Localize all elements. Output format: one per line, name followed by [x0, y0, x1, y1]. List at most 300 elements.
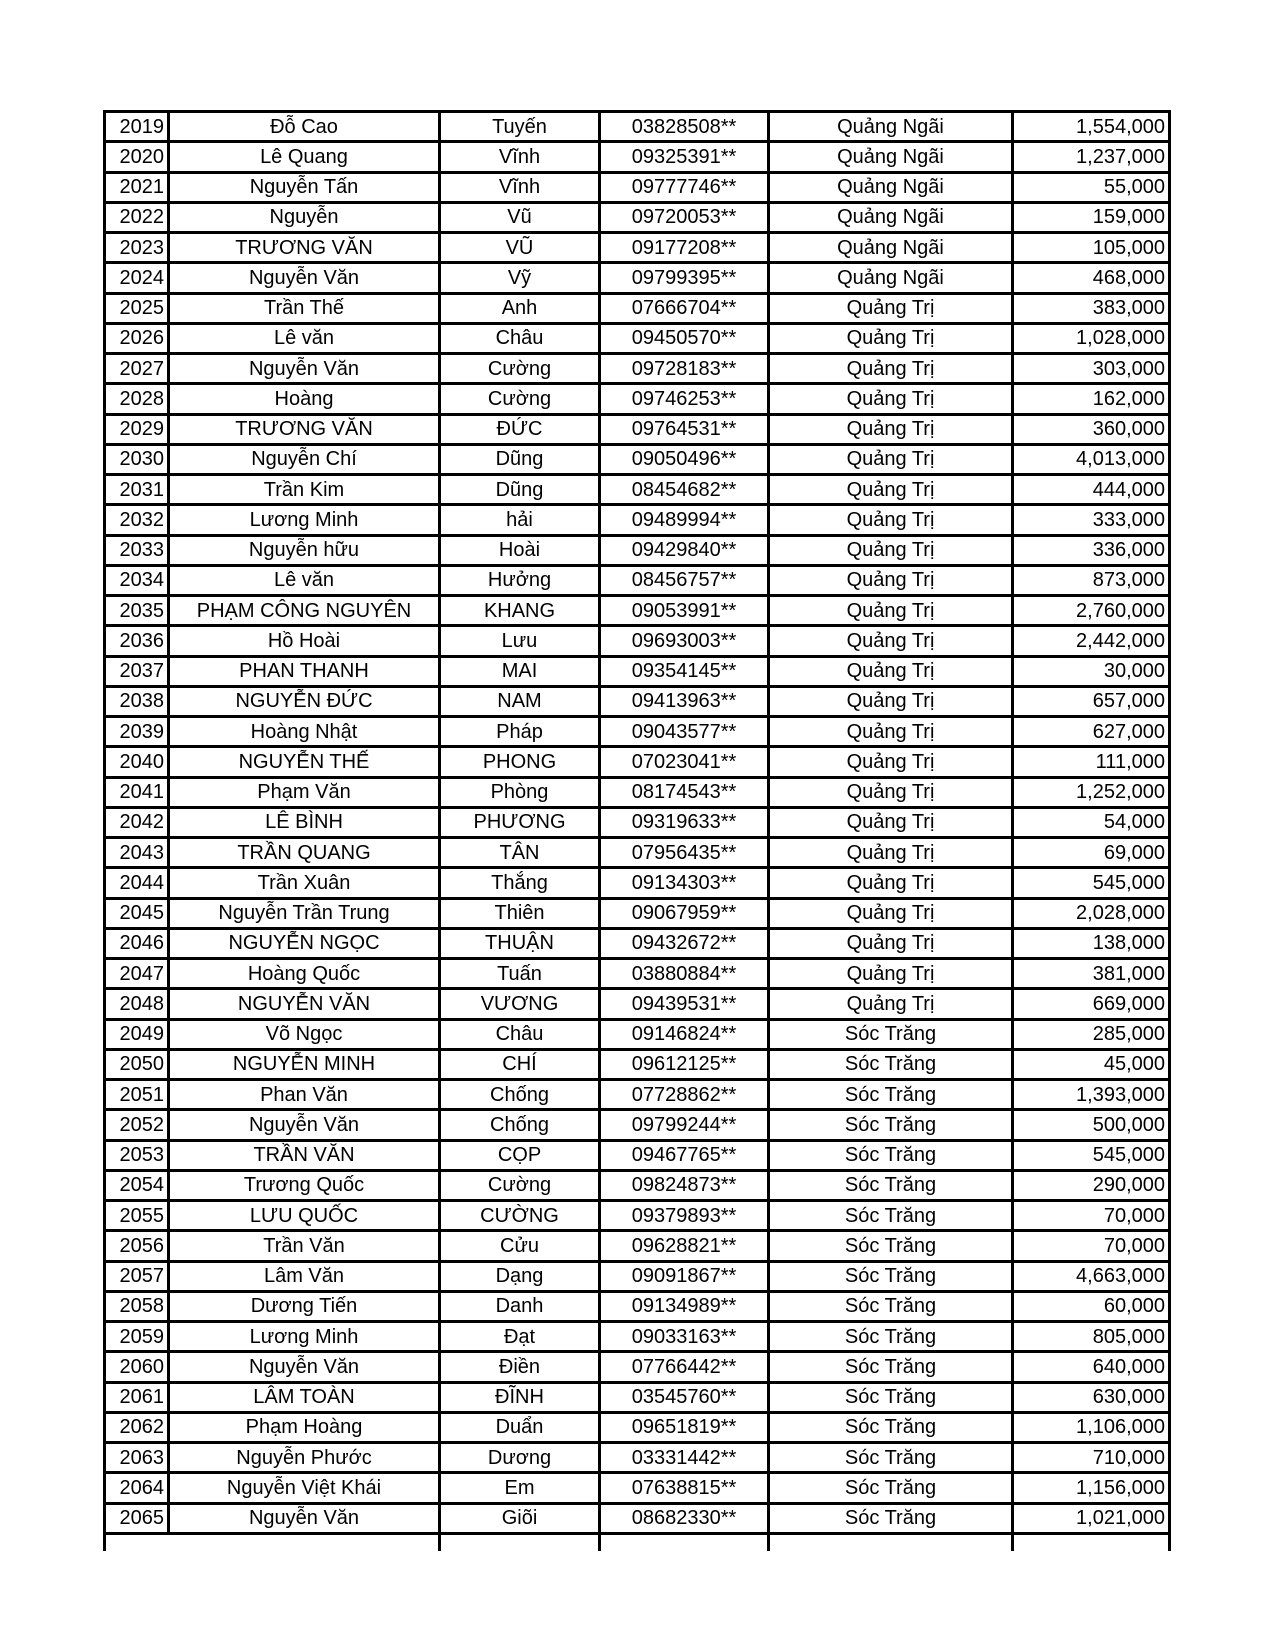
- amount-cell: 468,000: [1013, 263, 1170, 293]
- first-middle-name-cell: Nguyễn Văn: [169, 1352, 440, 1382]
- first-middle-name-cell: Phạm Văn: [169, 777, 440, 807]
- first-middle-name-cell: Nguyễn Văn: [169, 1503, 440, 1534]
- amount-cell: 1,021,000: [1013, 1503, 1170, 1534]
- table-row: [105, 717, 1170, 747]
- province-cell: Sóc Trăng: [769, 1140, 1013, 1170]
- amount-cell: 4,663,000: [1013, 1261, 1170, 1291]
- province-cell: Sóc Trăng: [769, 1473, 1013, 1503]
- table-row: [105, 1110, 1170, 1140]
- row-number-cell: 2045: [105, 898, 169, 928]
- amount-cell: 285,000: [1013, 1019, 1170, 1049]
- province-cell: Quảng Trị: [769, 928, 1013, 958]
- row-number-cell: 2057: [105, 1261, 169, 1291]
- province-cell: Quảng Trị: [769, 989, 1013, 1019]
- province-cell: Quảng Trị: [769, 323, 1013, 353]
- table-row: [105, 384, 1170, 414]
- amount-cell: 545,000: [1013, 1140, 1170, 1170]
- amount-cell: 627,000: [1013, 717, 1170, 747]
- row-number-cell: 2056: [105, 1231, 169, 1261]
- first-middle-name-cell: Lê văn: [169, 565, 440, 595]
- amount-cell: 383,000: [1013, 293, 1170, 323]
- amount-cell: 873,000: [1013, 565, 1170, 595]
- first-middle-name-cell: Nguyễn Văn: [169, 1110, 440, 1140]
- masked-phone-cell: 09134989**: [600, 1291, 769, 1321]
- beneficiary-table: [103, 110, 1171, 1535]
- province-cell: Sóc Trăng: [769, 1049, 1013, 1079]
- first-middle-name-cell: NGUYỄN VĂN: [169, 989, 440, 1019]
- table-row: [105, 323, 1170, 353]
- masked-phone-cell: 09824873**: [600, 1170, 769, 1200]
- row-number-cell: 2055: [105, 1201, 169, 1231]
- province-cell: Quảng Trị: [769, 686, 1013, 716]
- province-cell: Quảng Trị: [769, 475, 1013, 505]
- amount-cell: 545,000: [1013, 868, 1170, 898]
- masked-phone-cell: 09728183**: [600, 354, 769, 384]
- masked-phone-cell: 09413963**: [600, 686, 769, 716]
- table-row: [105, 1382, 1170, 1412]
- province-cell: Quảng Ngãi: [769, 202, 1013, 232]
- last-name-cell: Đạt: [440, 1322, 600, 1352]
- table-row: [105, 1140, 1170, 1170]
- last-name-cell: VƯƠNG: [440, 989, 600, 1019]
- masked-phone-cell: 09177208**: [600, 233, 769, 263]
- row-number-cell: 2033: [105, 535, 169, 565]
- province-cell: Quảng Ngãi: [769, 263, 1013, 293]
- province-cell: Quảng Trị: [769, 717, 1013, 747]
- amount-cell: 1,252,000: [1013, 777, 1170, 807]
- masked-phone-cell: 09379893**: [600, 1201, 769, 1231]
- table-row: [105, 1291, 1170, 1321]
- masked-phone-cell: 09033163**: [600, 1322, 769, 1352]
- table-row: [105, 838, 1170, 868]
- first-middle-name-cell: Trần Kim: [169, 475, 440, 505]
- masked-phone-cell: 09319633**: [600, 807, 769, 837]
- table-row: [105, 1170, 1170, 1200]
- next-row-border-stub: [103, 1535, 106, 1551]
- first-middle-name-cell: PHẠM CÔNG NGUYÊN: [169, 596, 440, 626]
- first-middle-name-cell: TRẦN QUANG: [169, 838, 440, 868]
- masked-phone-cell: 09043577**: [600, 717, 769, 747]
- last-name-cell: Phòng: [440, 777, 600, 807]
- last-name-cell: Pháp: [440, 717, 600, 747]
- table-row: [105, 1019, 1170, 1049]
- masked-phone-cell: 03545760**: [600, 1382, 769, 1412]
- province-cell: Quảng Ngãi: [769, 142, 1013, 172]
- last-name-cell: Dương: [440, 1443, 600, 1473]
- first-middle-name-cell: Hoàng Nhật: [169, 717, 440, 747]
- province-cell: Quảng Trị: [769, 565, 1013, 595]
- first-middle-name-cell: Trương Quốc: [169, 1170, 440, 1200]
- masked-phone-cell: 03828508**: [600, 112, 769, 142]
- row-number-cell: 2052: [105, 1110, 169, 1140]
- first-middle-name-cell: Nguyễn Phước: [169, 1443, 440, 1473]
- province-cell: Sóc Trăng: [769, 1080, 1013, 1110]
- masked-phone-cell: 09612125**: [600, 1049, 769, 1079]
- province-cell: Quảng Ngãi: [769, 112, 1013, 142]
- province-cell: Sóc Trăng: [769, 1382, 1013, 1412]
- amount-cell: 70,000: [1013, 1231, 1170, 1261]
- province-cell: Quảng Trị: [769, 535, 1013, 565]
- first-middle-name-cell: Nguyễn Chí: [169, 444, 440, 474]
- first-middle-name-cell: TRƯƠNG VĂN: [169, 233, 440, 263]
- row-number-cell: 2035: [105, 596, 169, 626]
- amount-cell: 45,000: [1013, 1049, 1170, 1079]
- last-name-cell: Duẩn: [440, 1412, 600, 1442]
- table-row: [105, 928, 1170, 958]
- row-number-cell: 2058: [105, 1291, 169, 1321]
- masked-phone-cell: 09053991**: [600, 596, 769, 626]
- row-number-cell: 2048: [105, 989, 169, 1019]
- last-name-cell: Anh: [440, 293, 600, 323]
- table-row: [105, 1322, 1170, 1352]
- last-name-cell: Dũng: [440, 475, 600, 505]
- masked-phone-cell: 09439531**: [600, 989, 769, 1019]
- last-name-cell: Em: [440, 1473, 600, 1503]
- masked-phone-cell: 07728862**: [600, 1080, 769, 1110]
- masked-phone-cell: 09720053**: [600, 202, 769, 232]
- row-number-cell: 2046: [105, 928, 169, 958]
- province-cell: Quảng Trị: [769, 959, 1013, 989]
- row-number-cell: 2029: [105, 414, 169, 444]
- masked-phone-cell: 09489994**: [600, 505, 769, 535]
- table-row: [105, 1412, 1170, 1442]
- province-cell: Sóc Trăng: [769, 1110, 1013, 1140]
- masked-phone-cell: 09050496**: [600, 444, 769, 474]
- amount-cell: 69,000: [1013, 838, 1170, 868]
- last-name-cell: VŨ: [440, 233, 600, 263]
- table-row: [105, 777, 1170, 807]
- last-name-cell: Điền: [440, 1352, 600, 1382]
- first-middle-name-cell: Nguyễn: [169, 202, 440, 232]
- table-row: [105, 293, 1170, 323]
- last-name-cell: Dạng: [440, 1261, 600, 1291]
- masked-phone-cell: 09067959**: [600, 898, 769, 928]
- masked-phone-cell: 07023041**: [600, 747, 769, 777]
- last-name-cell: ĐĨNH: [440, 1382, 600, 1412]
- last-name-cell: Châu: [440, 1019, 600, 1049]
- amount-cell: 159,000: [1013, 202, 1170, 232]
- province-cell: Sóc Trăng: [769, 1503, 1013, 1534]
- amount-cell: 657,000: [1013, 686, 1170, 716]
- amount-cell: 162,000: [1013, 384, 1170, 414]
- province-cell: Sóc Trăng: [769, 1291, 1013, 1321]
- province-cell: Sóc Trăng: [769, 1352, 1013, 1382]
- last-name-cell: Danh: [440, 1291, 600, 1321]
- amount-cell: 111,000: [1013, 747, 1170, 777]
- last-name-cell: THUẬN: [440, 928, 600, 958]
- table-row: [105, 1201, 1170, 1231]
- table-row: [105, 1261, 1170, 1291]
- first-middle-name-cell: Nguyễn Văn: [169, 263, 440, 293]
- last-name-cell: MAI: [440, 656, 600, 686]
- province-cell: Quảng Trị: [769, 384, 1013, 414]
- amount-cell: 105,000: [1013, 233, 1170, 263]
- last-name-cell: Cường: [440, 1170, 600, 1200]
- province-cell: Quảng Trị: [769, 868, 1013, 898]
- amount-cell: 710,000: [1013, 1443, 1170, 1473]
- row-number-cell: 2064: [105, 1473, 169, 1503]
- province-cell: Sóc Trăng: [769, 1443, 1013, 1473]
- province-cell: Quảng Trị: [769, 596, 1013, 626]
- first-middle-name-cell: TRẦN VĂN: [169, 1140, 440, 1170]
- row-number-cell: 2026: [105, 323, 169, 353]
- masked-phone-cell: 09799244**: [600, 1110, 769, 1140]
- table-row: [105, 475, 1170, 505]
- province-cell: Sóc Trăng: [769, 1322, 1013, 1352]
- masked-phone-cell: 09450570**: [600, 323, 769, 353]
- amount-cell: 303,000: [1013, 354, 1170, 384]
- amount-cell: 138,000: [1013, 928, 1170, 958]
- amount-cell: 1,028,000: [1013, 323, 1170, 353]
- province-cell: Quảng Trị: [769, 807, 1013, 837]
- amount-cell: 30,000: [1013, 656, 1170, 686]
- masked-phone-cell: 07956435**: [600, 838, 769, 868]
- first-middle-name-cell: Trần Văn: [169, 1231, 440, 1261]
- amount-cell: 1,156,000: [1013, 1473, 1170, 1503]
- row-number-cell: 2065: [105, 1503, 169, 1534]
- amount-cell: 2,028,000: [1013, 898, 1170, 928]
- table-row: [105, 202, 1170, 232]
- table-row: [105, 959, 1170, 989]
- masked-phone-cell: 09628821**: [600, 1231, 769, 1261]
- row-number-cell: 2050: [105, 1049, 169, 1079]
- first-middle-name-cell: NGUYỄN ĐỨC: [169, 686, 440, 716]
- masked-phone-cell: 07638815**: [600, 1473, 769, 1503]
- first-middle-name-cell: Lâm Văn: [169, 1261, 440, 1291]
- table-row: [105, 1473, 1170, 1503]
- first-middle-name-cell: Lê văn: [169, 323, 440, 353]
- first-middle-name-cell: Dương Tiến: [169, 1291, 440, 1321]
- first-middle-name-cell: Hoàng: [169, 384, 440, 414]
- province-cell: Sóc Trăng: [769, 1019, 1013, 1049]
- province-cell: Quảng Ngãi: [769, 172, 1013, 202]
- row-number-cell: 2034: [105, 565, 169, 595]
- table-row: [105, 1503, 1170, 1534]
- last-name-cell: Tuyến: [440, 112, 600, 142]
- last-name-cell: Vỹ: [440, 263, 600, 293]
- row-number-cell: 2054: [105, 1170, 169, 1200]
- amount-cell: 333,000: [1013, 505, 1170, 535]
- row-number-cell: 2019: [105, 112, 169, 142]
- masked-phone-cell: 09764531**: [600, 414, 769, 444]
- first-middle-name-cell: Nguyễn Tấn: [169, 172, 440, 202]
- province-cell: Quảng Trị: [769, 656, 1013, 686]
- table-row: [105, 505, 1170, 535]
- first-middle-name-cell: Nguyễn hữu: [169, 535, 440, 565]
- amount-cell: 2,760,000: [1013, 596, 1170, 626]
- table-row: [105, 898, 1170, 928]
- last-name-cell: hải: [440, 505, 600, 535]
- row-number-cell: 2051: [105, 1080, 169, 1110]
- last-name-cell: PHƯƠNG: [440, 807, 600, 837]
- first-middle-name-cell: PHAN THANH: [169, 656, 440, 686]
- amount-cell: 669,000: [1013, 989, 1170, 1019]
- last-name-cell: CỌP: [440, 1140, 600, 1170]
- last-name-cell: ĐỨC: [440, 414, 600, 444]
- first-middle-name-cell: Phạm Hoàng: [169, 1412, 440, 1442]
- province-cell: Quảng Trị: [769, 444, 1013, 474]
- table-row: [105, 596, 1170, 626]
- row-number-cell: 2022: [105, 202, 169, 232]
- table-row: [105, 444, 1170, 474]
- last-name-cell: Vĩnh: [440, 142, 600, 172]
- first-middle-name-cell: Phan Văn: [169, 1080, 440, 1110]
- first-middle-name-cell: Trần Thế: [169, 293, 440, 323]
- first-middle-name-cell: Lương Minh: [169, 505, 440, 535]
- row-number-cell: 2063: [105, 1443, 169, 1473]
- last-name-cell: Vũ: [440, 202, 600, 232]
- masked-phone-cell: 09429840**: [600, 535, 769, 565]
- row-number-cell: 2028: [105, 384, 169, 414]
- masked-phone-cell: 09693003**: [600, 626, 769, 656]
- last-name-cell: Châu: [440, 323, 600, 353]
- amount-cell: 70,000: [1013, 1201, 1170, 1231]
- row-number-cell: 2020: [105, 142, 169, 172]
- amount-cell: 381,000: [1013, 959, 1170, 989]
- last-name-cell: CƯỜNG: [440, 1201, 600, 1231]
- amount-cell: 290,000: [1013, 1170, 1170, 1200]
- row-number-cell: 2062: [105, 1412, 169, 1442]
- last-name-cell: PHONG: [440, 747, 600, 777]
- masked-phone-cell: 08456757**: [600, 565, 769, 595]
- masked-phone-cell: 07766442**: [600, 1352, 769, 1382]
- province-cell: Quảng Trị: [769, 626, 1013, 656]
- first-middle-name-cell: Lê Quang: [169, 142, 440, 172]
- row-number-cell: 2040: [105, 747, 169, 777]
- row-number-cell: 2038: [105, 686, 169, 716]
- next-row-border-stub: [1168, 1535, 1171, 1551]
- province-cell: Quảng Trị: [769, 898, 1013, 928]
- row-number-cell: 2024: [105, 263, 169, 293]
- last-name-cell: Cường: [440, 354, 600, 384]
- last-name-cell: Dũng: [440, 444, 600, 474]
- row-number-cell: 2053: [105, 1140, 169, 1170]
- table-row: [105, 172, 1170, 202]
- last-name-cell: CHÍ: [440, 1049, 600, 1079]
- row-number-cell: 2032: [105, 505, 169, 535]
- row-number-cell: 2049: [105, 1019, 169, 1049]
- province-cell: Quảng Trị: [769, 354, 1013, 384]
- table-row: [105, 1049, 1170, 1079]
- first-middle-name-cell: Nguyễn Trần Trung: [169, 898, 440, 928]
- amount-cell: 2,442,000: [1013, 626, 1170, 656]
- row-number-cell: 2030: [105, 444, 169, 474]
- row-number-cell: 2039: [105, 717, 169, 747]
- first-middle-name-cell: Trần Xuân: [169, 868, 440, 898]
- table-row: [105, 1080, 1170, 1110]
- table-row: [105, 1443, 1170, 1473]
- last-name-cell: Hoài: [440, 535, 600, 565]
- first-middle-name-cell: TRƯƠNG VĂN: [169, 414, 440, 444]
- row-number-cell: 2021: [105, 172, 169, 202]
- province-cell: Sóc Trăng: [769, 1231, 1013, 1261]
- province-cell: Sóc Trăng: [769, 1201, 1013, 1231]
- table-row: [105, 354, 1170, 384]
- row-number-cell: 2060: [105, 1352, 169, 1382]
- province-cell: Quảng Ngãi: [769, 233, 1013, 263]
- last-name-cell: Vĩnh: [440, 172, 600, 202]
- table-row: [105, 626, 1170, 656]
- first-middle-name-cell: Nguyễn Văn: [169, 354, 440, 384]
- amount-cell: 4,013,000: [1013, 444, 1170, 474]
- row-number-cell: 2042: [105, 807, 169, 837]
- last-name-cell: Chống: [440, 1080, 600, 1110]
- last-name-cell: TÂN: [440, 838, 600, 868]
- table-body: [105, 112, 1170, 1534]
- table-row: [105, 807, 1170, 837]
- province-cell: Quảng Trị: [769, 293, 1013, 323]
- masked-phone-cell: 09354145**: [600, 656, 769, 686]
- table-row: [105, 112, 1170, 142]
- next-row-border-stub: [1011, 1535, 1014, 1551]
- amount-cell: 60,000: [1013, 1291, 1170, 1321]
- row-number-cell: 2023: [105, 233, 169, 263]
- next-row-border-stub: [767, 1535, 770, 1551]
- table-row: [105, 565, 1170, 595]
- first-middle-name-cell: Lương Minh: [169, 1322, 440, 1352]
- row-number-cell: 2025: [105, 293, 169, 323]
- table-row: [105, 747, 1170, 777]
- masked-phone-cell: 08174543**: [600, 777, 769, 807]
- masked-phone-cell: 09134303**: [600, 868, 769, 898]
- amount-cell: 640,000: [1013, 1352, 1170, 1382]
- table-row: [105, 1352, 1170, 1382]
- first-middle-name-cell: LƯU QUỐC: [169, 1201, 440, 1231]
- masked-phone-cell: 09777746**: [600, 172, 769, 202]
- row-number-cell: 2031: [105, 475, 169, 505]
- table-row: [105, 686, 1170, 716]
- last-name-cell: Giõi: [440, 1503, 600, 1534]
- last-name-cell: Cửu: [440, 1231, 600, 1261]
- row-number-cell: 2037: [105, 656, 169, 686]
- table-row: [105, 989, 1170, 1019]
- table-row: [105, 868, 1170, 898]
- row-number-cell: 2036: [105, 626, 169, 656]
- masked-phone-cell: 09091867**: [600, 1261, 769, 1291]
- masked-phone-cell: 09146824**: [600, 1019, 769, 1049]
- table-row: [105, 263, 1170, 293]
- table-row: [105, 414, 1170, 444]
- amount-cell: 336,000: [1013, 535, 1170, 565]
- last-name-cell: Hưởng: [440, 565, 600, 595]
- amount-cell: 360,000: [1013, 414, 1170, 444]
- province-cell: Quảng Trị: [769, 838, 1013, 868]
- masked-phone-cell: 08454682**: [600, 475, 769, 505]
- first-middle-name-cell: NGUYỄN THẾ: [169, 747, 440, 777]
- last-name-cell: NAM: [440, 686, 600, 716]
- last-name-cell: Cường: [440, 384, 600, 414]
- table-row: [105, 1231, 1170, 1261]
- row-number-cell: 2043: [105, 838, 169, 868]
- masked-phone-cell: 03331442**: [600, 1443, 769, 1473]
- masked-phone-cell: 09325391**: [600, 142, 769, 172]
- last-name-cell: KHANG: [440, 596, 600, 626]
- row-number-cell: 2047: [105, 959, 169, 989]
- table-row: [105, 656, 1170, 686]
- amount-cell: 1,554,000: [1013, 112, 1170, 142]
- province-cell: Quảng Trị: [769, 505, 1013, 535]
- table-row: [105, 535, 1170, 565]
- amount-cell: 1,393,000: [1013, 1080, 1170, 1110]
- last-name-cell: Thắng: [440, 868, 600, 898]
- first-middle-name-cell: LÊ BÌNH: [169, 807, 440, 837]
- amount-cell: 630,000: [1013, 1382, 1170, 1412]
- amount-cell: 1,237,000: [1013, 142, 1170, 172]
- row-number-cell: 2059: [105, 1322, 169, 1352]
- last-name-cell: Tuấn: [440, 959, 600, 989]
- last-name-cell: Chống: [440, 1110, 600, 1140]
- first-middle-name-cell: Võ Ngọc: [169, 1019, 440, 1049]
